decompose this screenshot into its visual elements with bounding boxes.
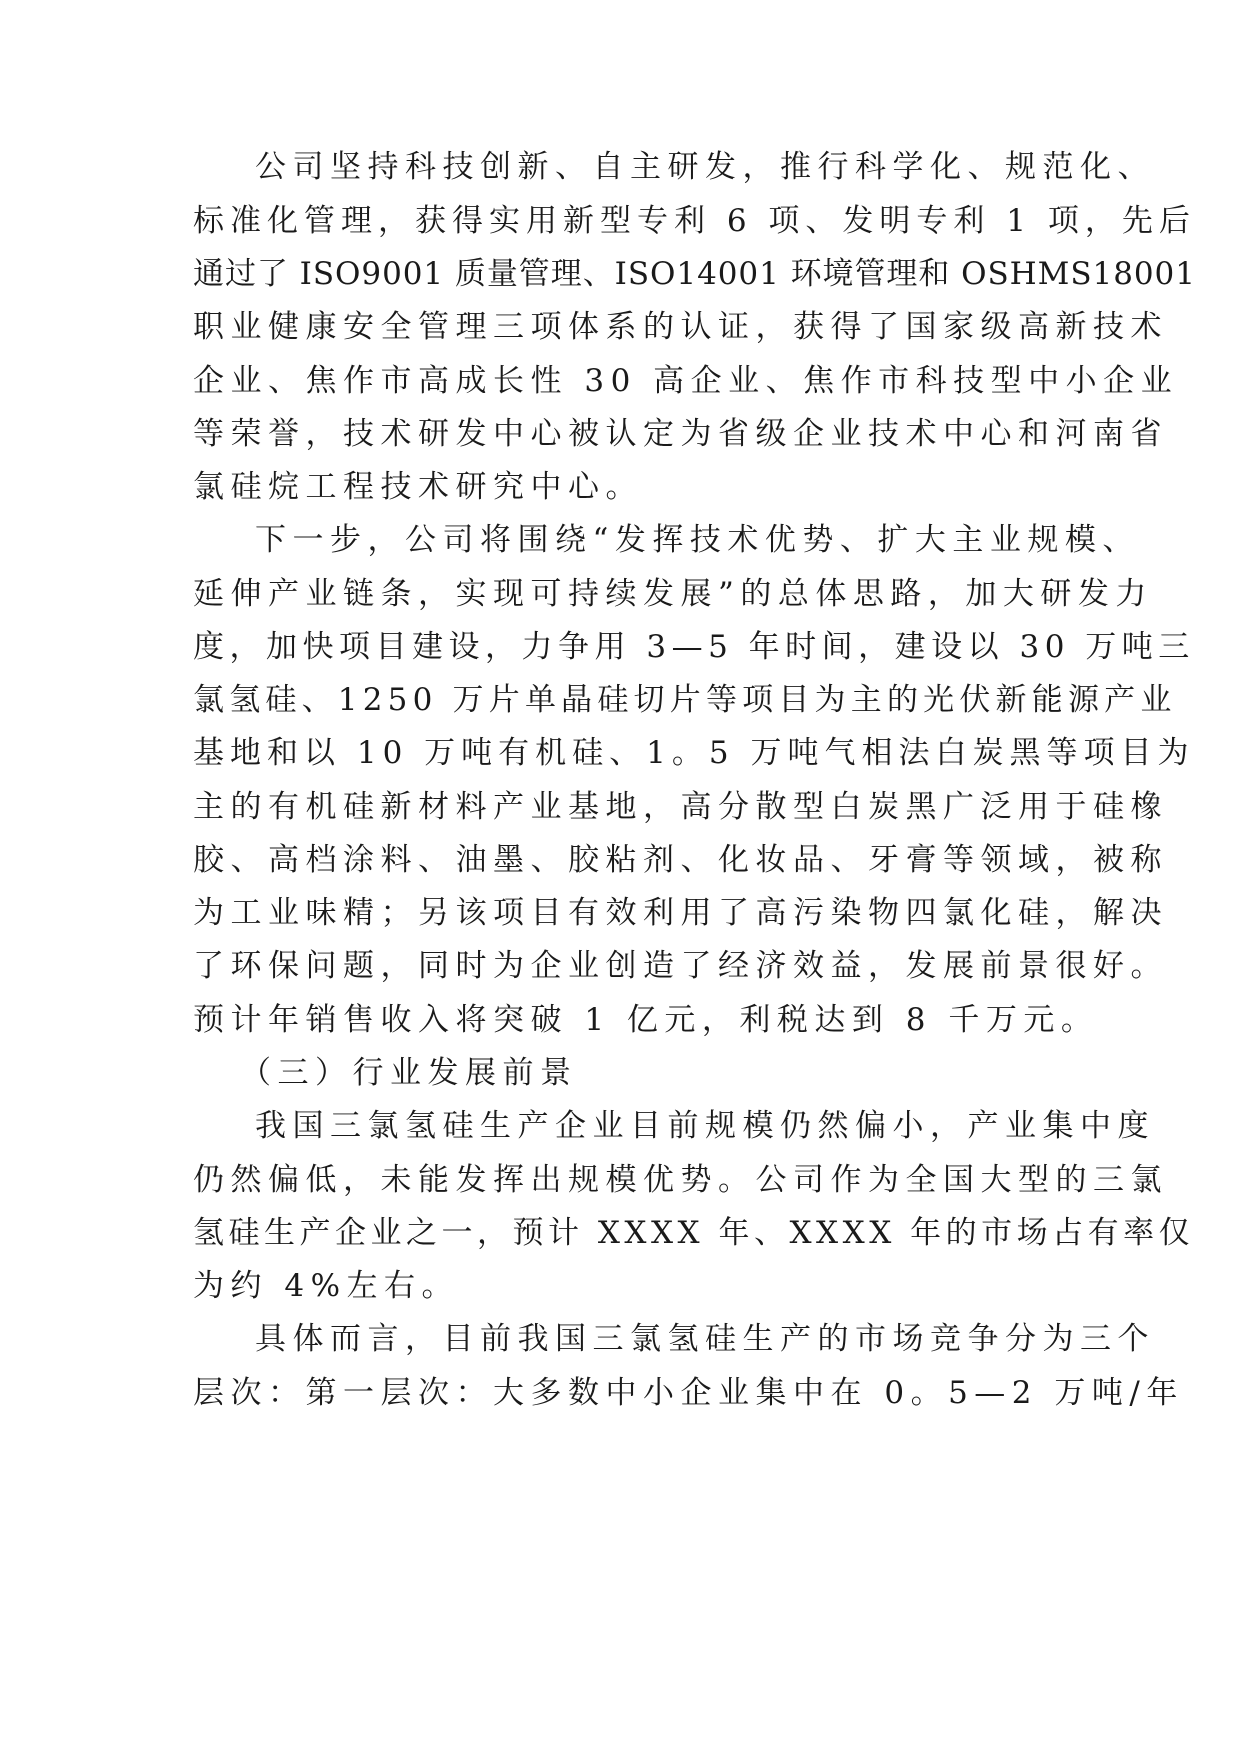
paragraph-1-line-3: 通过了 ISO9001 质量管理、ISO14001 环境管理和 OSHMS18001 xyxy=(193,256,1196,292)
paragraph-1-line-7: 氯硅烷工程技术研究中心。 xyxy=(193,469,643,505)
paragraph-2-line-10: 预计年销售收入将突破 1 亿元，利税达到 8 千万元。 xyxy=(193,1002,1099,1038)
paragraph-2-line-9: 了环保问题，同时为企业创造了经济效益，发展前景很好。 xyxy=(193,948,1168,984)
paragraph-1-line-6: 等荣誉，技术研发中心被认定为省级企业技术中心和河南省 xyxy=(193,416,1168,452)
paragraph-1-line-5: 企业、焦作市高成长性 30 高企业、焦作市科技型中小企业 xyxy=(193,363,1179,399)
paragraph-3-line-2: 仍然偏低，未能发挥出规模优势。公司作为全国大型的三氯 xyxy=(193,1162,1168,1198)
section-heading: （三）行业发展前景 xyxy=(240,1055,578,1091)
paragraph-2-line-3: 度，加快项目建设，力争用 3—5 年时间，建设以 30 万吨三 xyxy=(193,629,1195,665)
paragraph-4-line-1: 具体而言，目前我国三氯氢硅生产的市场竞争分为三个 xyxy=(255,1321,1155,1357)
paragraph-2-line-1: 下一步，公司将围绕“发挥技术优势、扩大主业规模、 xyxy=(255,522,1140,558)
paragraph-2-line-5: 基地和以 10 万吨有机硅、1。5 万吨气相法白炭黑等项目为 xyxy=(193,735,1195,771)
paragraph-1-line-4: 职业健康安全管理三项体系的认证，获得了国家级高新技术 xyxy=(193,309,1168,345)
paragraph-2-line-6: 主的有机硅新材料产业基地，高分散型白炭黑广泛用于硅橡 xyxy=(193,789,1168,825)
paragraph-2-line-2: 延伸产业链条，实现可持续发展”的总体思路，加大研发力 xyxy=(193,576,1153,612)
paragraph-1-line-1: 公司坚持科技创新、自主研发，推行科学化、规范化、 xyxy=(255,149,1155,185)
paragraph-2-line-7: 胶、高档涂料、油墨、胶粘剂、化妆品、牙膏等领域，被称 xyxy=(193,842,1168,878)
paragraph-3-line-3: 氢硅生产企业之一，预计 XXXX 年、XXXX 年的市场占有率仅 xyxy=(193,1215,1195,1251)
paragraph-3-line-1: 我国三氯氢硅生产企业目前规模仍然偏小，产业集中度 xyxy=(255,1108,1155,1144)
paragraph-2-line-8: 为工业味精；另该项目有效利用了高污染物四氯化硅，解决 xyxy=(193,895,1168,931)
paragraph-3-line-4: 为约 4%左右。 xyxy=(193,1268,460,1304)
paragraph-4-line-2: 层次：第一层次：大多数中小企业集中在 0。5—2 万吨/年 xyxy=(193,1375,1184,1411)
paragraph-1-line-2: 标准化管理，获得实用新型专利 6 项、发明专利 1 项，先后 xyxy=(193,203,1196,239)
paragraph-2-line-4: 氯氢硅、1250 万片单晶硅切片等项目为主的光伏新能源产业 xyxy=(193,682,1177,718)
